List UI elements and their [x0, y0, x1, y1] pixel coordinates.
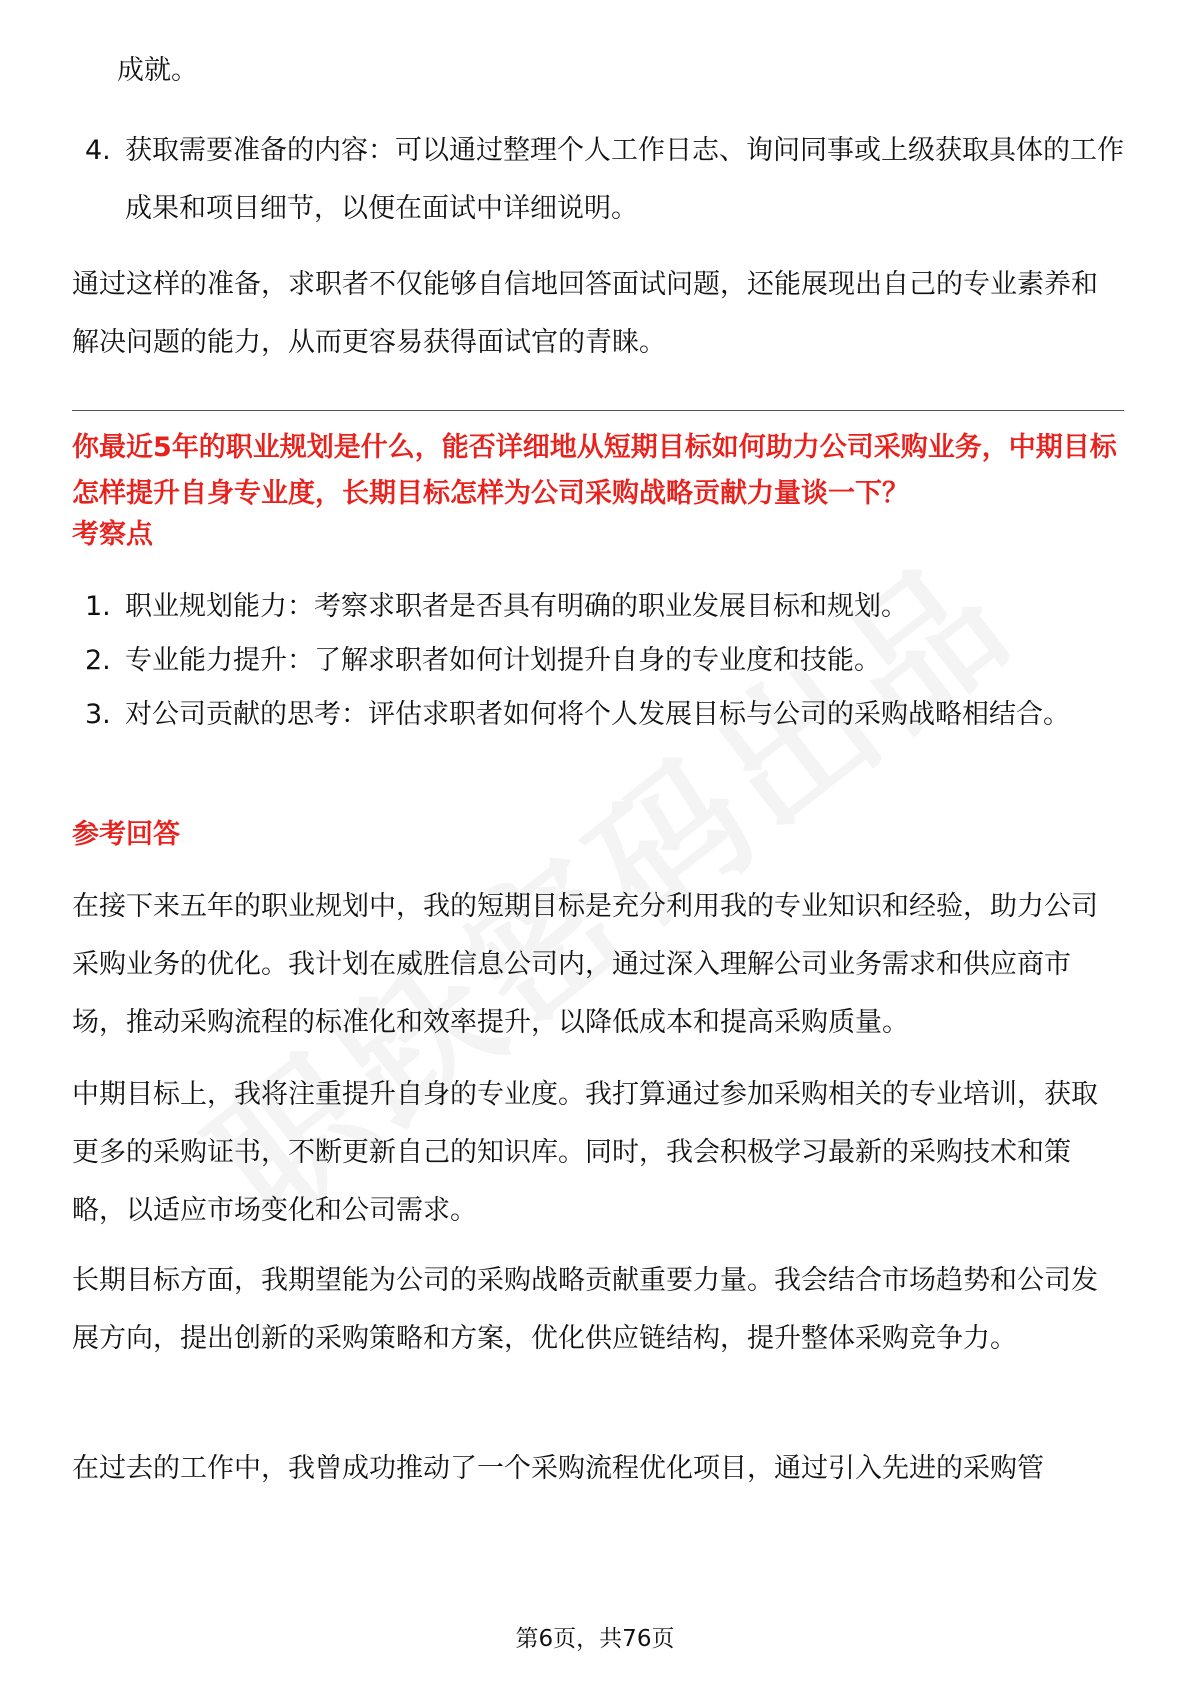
examine-item-1 [85, 578, 1125, 636]
list-item-text: 对公司贡献的思考：评估求职者如何将个人发展目标与公司的采购战略相结合。 [125, 699, 1070, 730]
section-divider [72, 410, 1124, 411]
list-item-text: 专业能力提升：了解求职者如何计划提升自身的专业度和技能。 [125, 645, 881, 676]
examine-item-3 [85, 686, 1125, 744]
list-item-4 [85, 122, 1125, 238]
list-number: 4. [85, 135, 111, 166]
page-number-footer: 第6页，共76页 [515, 1626, 675, 1652]
list-item-text: 职业规划能力：考察求职者是否具有明确的职业发展目标和规划。 [125, 591, 908, 622]
answer-paragraph-2: 中期目标上，我将注重提升自身的专业度。我打算通过参加采购相关的专业培训，获取更多的采购证书，不断更新自己的知识库。同时，我会积极学习最新的采购技术和策略，以适应市场变化和公司需求。 [72, 1079, 1098, 1226]
examine-label: 考察点 [72, 519, 153, 550]
summary-paragraph: 通过这样的准备，求职者不仅能够自信地回答面试问题，还能展现出自己的专业素养和解决问题的能力，从而更容易获得面试官的青睐。 [72, 269, 1098, 358]
answer-paragraph-4: 在过去的工作中，我曾成功推动了一个采购流程优化项目，通过引入先进的采购管 [72, 1453, 1044, 1484]
answer-paragraph-3: 长期目标方面，我期望能为公司的采购战略贡献重要力量。我会结合市场趋势和公司发展方向，提出创新的采购策略和方案，优化供应链结构，提升整体采购竞争力。 [72, 1265, 1098, 1354]
continuation-text: 成就。 [117, 55, 198, 86]
answer-paragraph-1: 在接下来五年的职业规划中，我的短期目标是充分利用我的专业知识和经验，助力公司采购业务的优化。我计划在威胜信息公司内，通过深入理解公司业务需求和供应商市场，推动采购流程的标准化和效率提升，以降低成本和提高采购质量。 [72, 891, 1098, 1038]
list-number: 2. [85, 645, 111, 676]
list-number: 1. [85, 591, 111, 622]
list-number: 3. [85, 699, 111, 730]
list-item-text: 获取需要准备的内容：可以通过整理个人工作日志、询问同事或上级获取具体的工作成果和项目细节，以便在面试中详细说明。 [125, 135, 1124, 224]
question-heading: 你最近5年的职业规划是什么，能否详细地从短期目标如何助力公司采购业务，中期目标怎样提升自身专业度，长期目标怎样为公司采购战略贡献力量谈一下？ [72, 432, 1117, 509]
examine-item-2 [85, 632, 1125, 690]
answer-label: 参考回答 [72, 819, 180, 850]
